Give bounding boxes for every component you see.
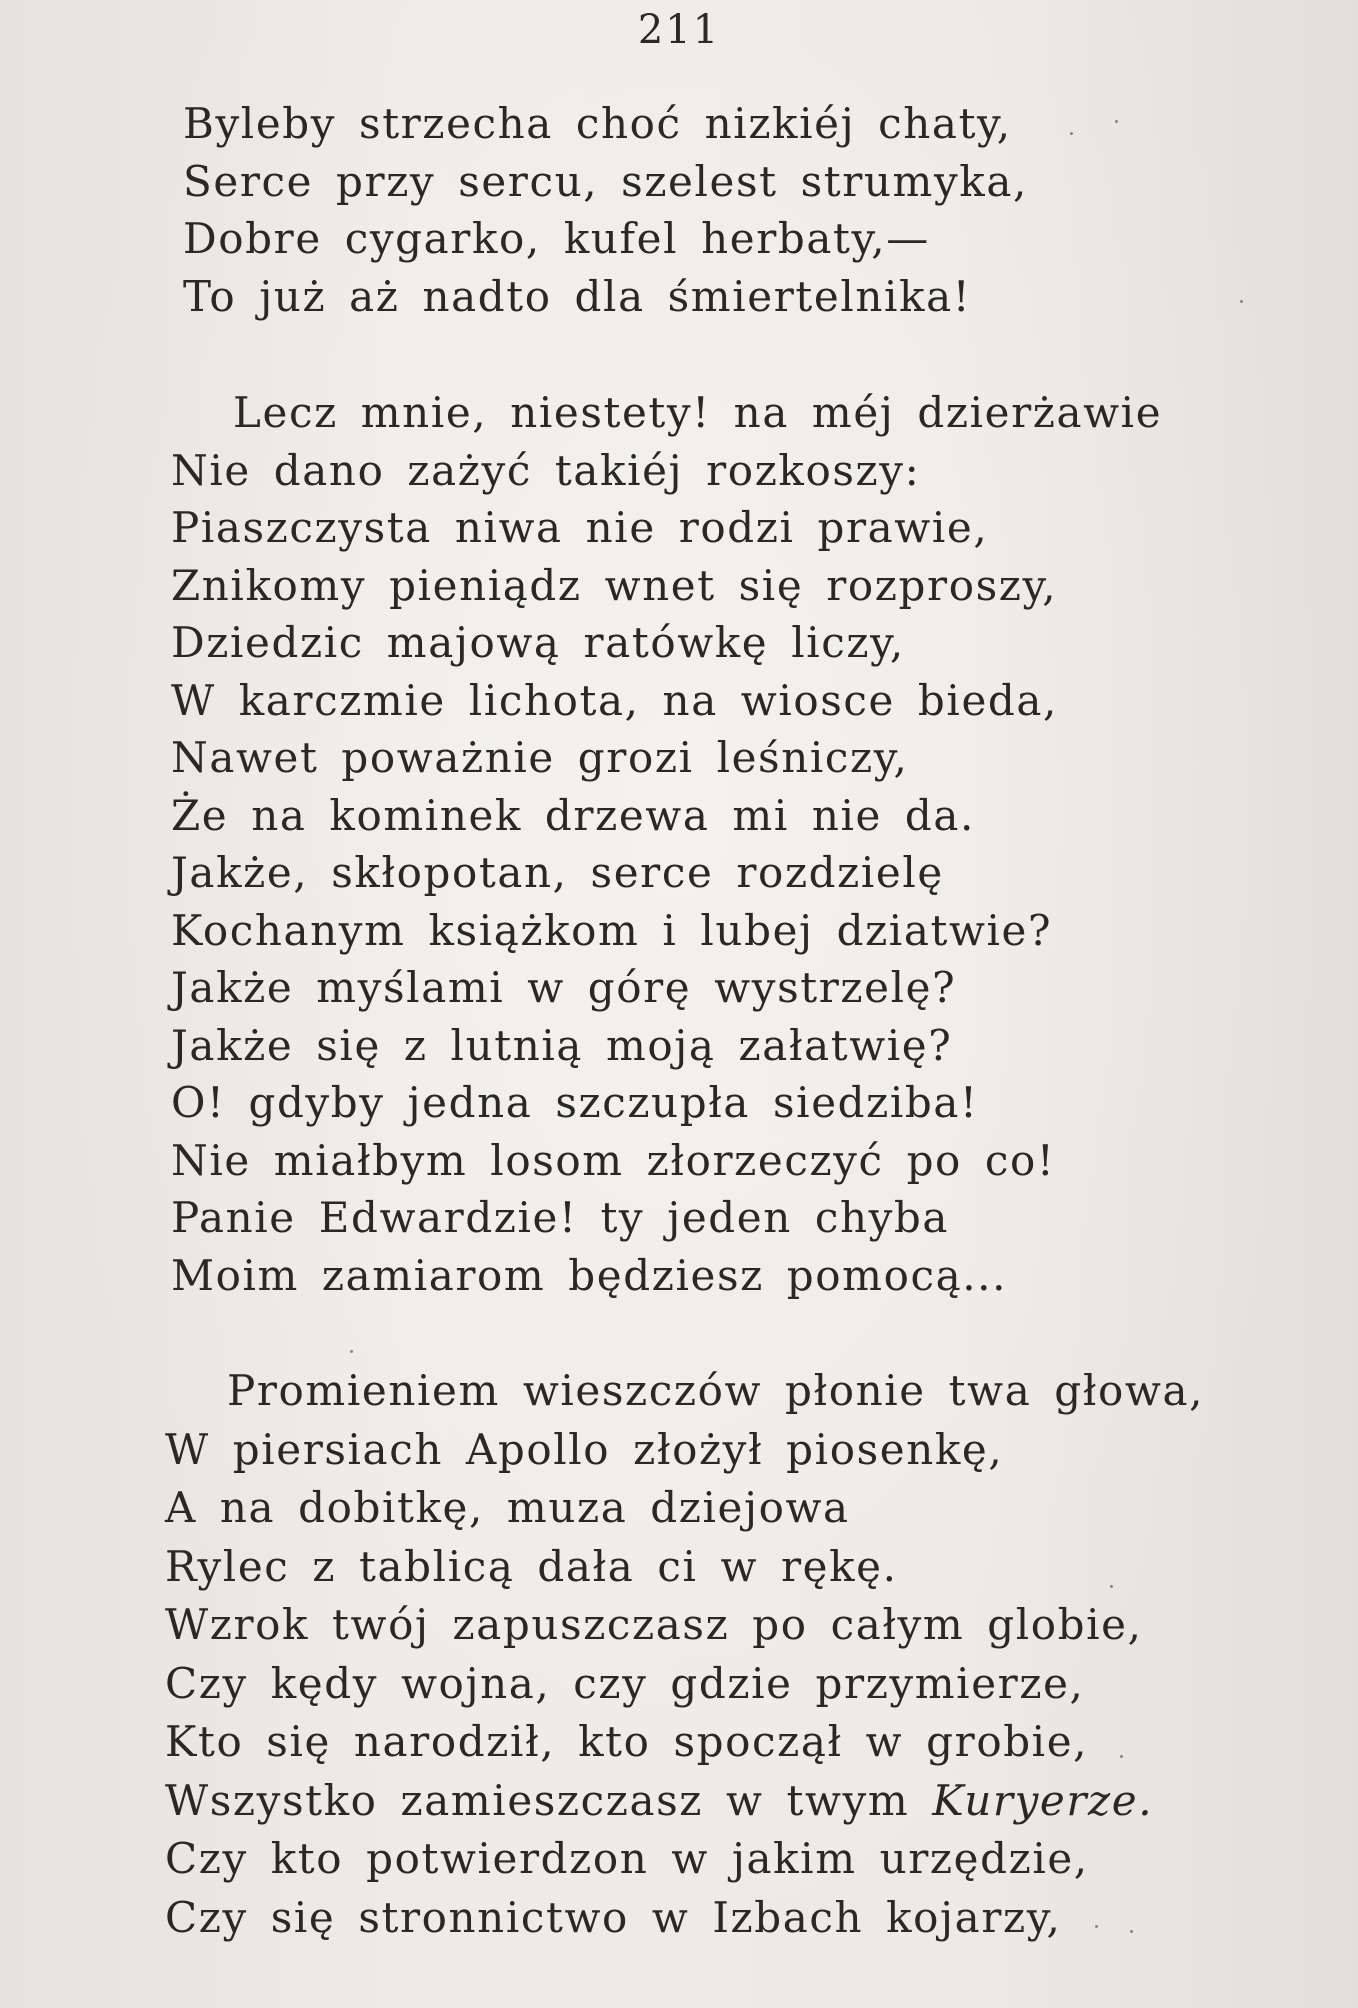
page-number: 211: [637, 7, 721, 53]
verse-line: Nie miałbym losom złorzeczyć po co!: [171, 1135, 1056, 1185]
verse-line: Dziedzic majową ratówkę liczy,: [171, 618, 905, 667]
verse-line: Nawet poważnie grozi leśniczy,: [171, 733, 909, 782]
paper-speck: [1070, 132, 1073, 135]
verse-line: Promieniem wieszczów płonie twa głowa,: [227, 1366, 1205, 1415]
verse-line: W piersiach Apollo złożył piosenkę,: [165, 1424, 1004, 1474]
paper-speck: [350, 1350, 353, 1353]
verse-line: Piaszczysta niwa nie rodzi prawie,: [171, 503, 989, 552]
verse-line: Kto się narodził, kto spoczął w grobie,: [165, 1717, 1089, 1766]
verse-line: Jakże, skłopotan, serce rozdzielę: [171, 848, 944, 897]
verse-line: Znikomy pieniądz wnet się rozproszy,: [171, 560, 1058, 610]
paper-speck: [1240, 300, 1243, 303]
paper-speck: [1130, 1930, 1133, 1933]
verse-line: Panie Edwardzie! ty jeden chyba: [171, 1193, 950, 1242]
verse-line: Moim zamiarom będziesz pomocą...: [171, 1250, 1008, 1300]
paper-speck: [1115, 120, 1118, 123]
verse-line: Jakże się z lutnią moją załatwię?: [171, 1020, 953, 1070]
verse-line: W karczmie lichota, na wiosce bieda,: [171, 675, 1058, 725]
verse-line: Dobre cygarko, kufel herbaty,—: [183, 214, 930, 263]
stanza-2: [171, 384, 1162, 1304]
verse-line: Czy kto potwierdzon w jakim urzędzie,: [165, 1834, 1089, 1883]
verse-line: O! gdyby jedna szczupła siedziba!: [171, 1078, 979, 1127]
paper-speck: [1120, 1755, 1123, 1758]
periodical-title: Kuryerze.: [932, 1775, 1154, 1825]
stanza-3: [165, 1362, 1204, 1947]
verse-line: Wzrok twój zapuszczasz po całym globie,: [165, 1600, 1143, 1649]
verse-line: Rylec z tablicą dała ci w rękę.: [165, 1541, 898, 1591]
verse-line: Byleby strzecha choć nizkiéj chaty,: [183, 99, 1012, 148]
verse-line: Lecz mnie, niestety! na méj dzierżawie: [233, 388, 1163, 437]
verse-line: [165, 1772, 1204, 1831]
verse-line: Czy się stronnictwo w Izbach kojarzy,: [165, 1892, 1062, 1942]
verse-line: Jakże myślami w górę wystrzelę?: [171, 963, 957, 1012]
paper-speck: [1095, 1925, 1098, 1928]
paper-speck: [1110, 1585, 1113, 1588]
verse-line: Nie dano zażyć takiéj rozkoszy:: [171, 445, 921, 495]
verse-line: To już aż nadto dla śmiertelnika!: [183, 271, 972, 321]
verse-line-text: Wszystko zamieszczasz w twym: [165, 1775, 933, 1825]
verse-line: Kochanym książkom i lubej dziatwie?: [171, 905, 1053, 955]
stanza-1: [183, 95, 1028, 325]
verse-line: Czy kędy wojna, czy gdzie przymierze,: [165, 1658, 1085, 1708]
verse-line: Że na kominek drzewa mi nie da.: [171, 790, 975, 840]
verse-line: A na dobitkę, muza dziejowa: [165, 1483, 850, 1532]
verse-line: Serce przy sercu, szelest strumyka,: [183, 156, 1028, 206]
